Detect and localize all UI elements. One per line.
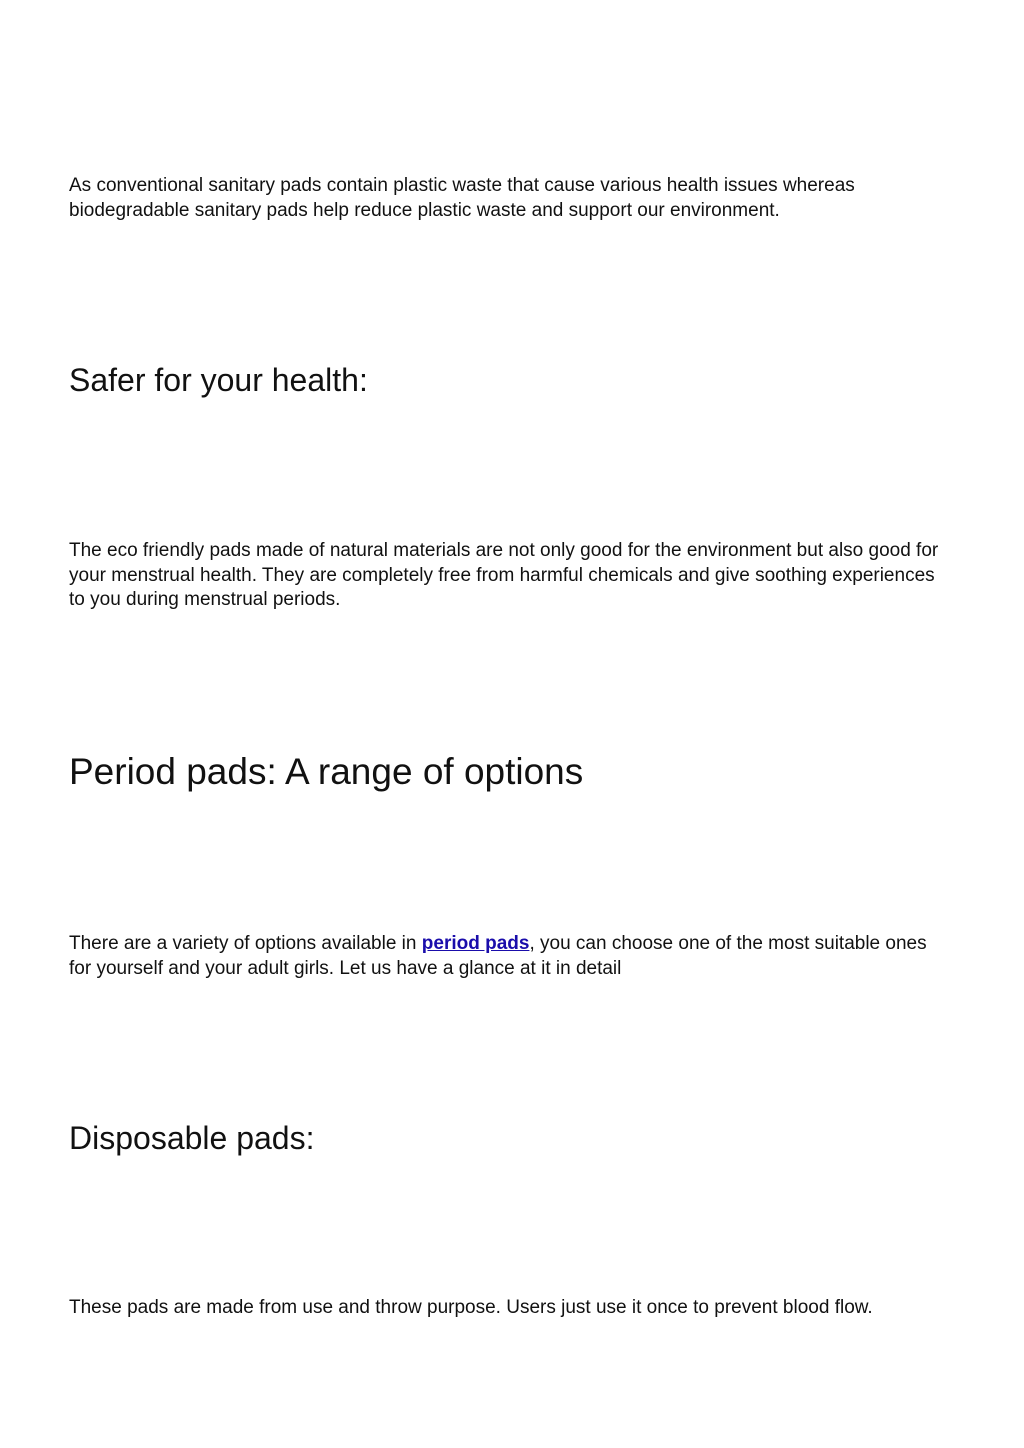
heading-disposable-pads: Disposable pads:	[69, 1120, 315, 1156]
health-paragraph: The eco friendly pads made of natural materials are not only good for the environment but also good for your menstrual health. They are completely free from harmful chemicals and give soothing experiences to you during menstrual periods.	[69, 540, 939, 610]
disposable-paragraph: These pads are made from use and throw purpose. Users just use it once to prevent blood flow.	[69, 1297, 873, 1318]
heading-safer-for-health: Safer for your health:	[69, 362, 368, 398]
period-pads-link[interactable]: period pads	[421, 933, 530, 954]
intro-paragraph: As conventional sanitary pads contain plastic waste that cause various health issues whereas biodegradable sanitary pads help reduce plastic waste and support our environment.	[69, 175, 855, 221]
options-text-before-link: There are a variety of options available in	[69, 933, 422, 954]
options-paragraph	[69, 932, 949, 981]
heading-period-pads-options: Period pads: A range of options	[69, 751, 584, 792]
options-text-after-link: , you can choose one of the most suitable ones for yourself and your adult girls. Let us have a glance at it in detail	[69, 933, 927, 979]
